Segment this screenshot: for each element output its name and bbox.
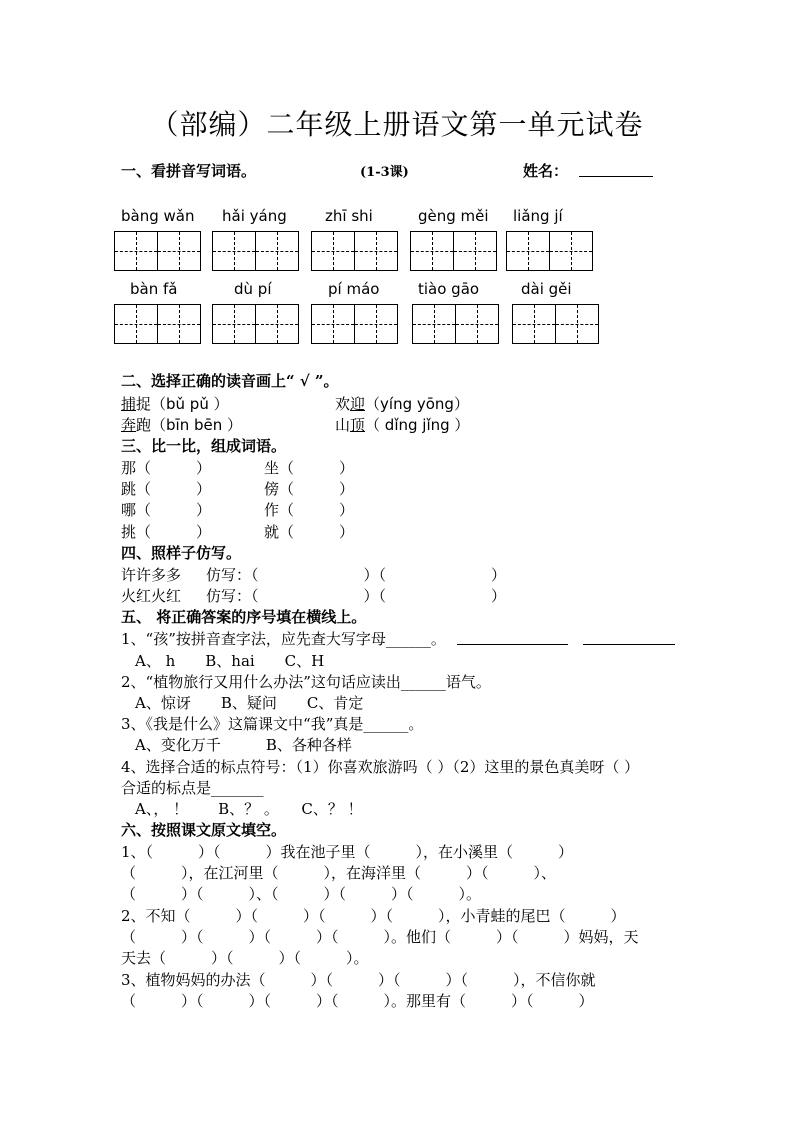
section-4-heading: 四、照样子仿写。 [121,544,242,562]
pinyin-5: liǎng jí [513,207,563,225]
reading-choice-4[interactable]: 山顶（ dǐng jǐng ） [335,416,470,434]
writing-grid[interactable] [412,304,499,344]
writing-grid[interactable] [506,231,593,271]
writing-grid[interactable] [410,231,497,271]
reading-choice-1[interactable]: 捕捉（bǔ pǔ ） [121,395,229,413]
fill-line[interactable]: （ ）（ ）（ ）（ ）。那里有（ ）（ ） [121,992,594,1010]
example-word-1: 许许多多 [121,566,182,584]
word-blank[interactable]: 跳（ ） [121,480,212,498]
writing-grid[interactable] [212,304,299,344]
pinyin-8: pí máo [328,280,380,298]
pinyin-7: dù pí [234,280,272,298]
reading-choice-3[interactable]: 奔跑（bīn bēn ） [121,416,243,434]
question-2: 2、“植物旅行又用什么办法”这句话应读出______语气。 [121,673,491,691]
fill-line[interactable]: 3、植物妈妈的办法（ ）（ ）（ ）（ ），不信你就 [121,971,596,989]
options-3: A、变化万千 B、各种各样 [135,736,352,754]
name-blank[interactable] [579,176,653,177]
imitation-blank-2[interactable]: 仿写：（ ）（ ） [206,587,507,605]
word-blank[interactable]: 挑（ ） [121,523,212,541]
fill-line[interactable]: 2、不知（ ）（ ）（ ）（ ），小青蛙的尾巴（ ） [121,907,626,925]
example-word-2: 火红火红 [121,587,182,605]
answer-line[interactable] [583,644,675,645]
fill-line[interactable]: 1、（ ）（ ）我在池子里（ ），在小溪里（ ） [121,843,574,861]
word-blank[interactable]: 坐（ ） [264,459,355,477]
options-4: A、， ！ B、？ 。 C、？ ！ [135,800,363,818]
writing-grid[interactable] [311,304,398,344]
pinyin-3: zhī shi [325,207,373,225]
fill-line[interactable]: 天去（ ）（ ）（ ）。 [121,949,369,967]
question-4: 4、选择合适的标点符号：（1）你喜欢旅游吗（ ）（2）这里的景色真美呀（ ） [121,758,640,776]
reading-choice-2[interactable]: 欢迎（yíng yōng） [335,395,469,413]
word-blank[interactable]: 傍（ ） [264,480,355,498]
section-2-heading: 二、选择正确的读音画上“ √ ”。 [121,372,339,390]
pinyin-10: dài gěi [521,280,572,298]
writing-grid[interactable] [311,231,398,271]
word-blank[interactable]: 哪（ ） [121,501,212,519]
pinyin-1: bàng wǎn [121,207,195,225]
fill-line[interactable]: （ ）（ ）、（ ）（ ）（ ）。 [121,885,482,903]
options-1: A、 h B、hai C、H [135,652,325,670]
pinyin-4: gèng měi [418,207,489,225]
question-1: 1、“孩”按拼音查字法，应先查大写字母______。 [121,630,446,648]
lesson-range: (1-3课) [360,165,409,180]
pinyin-6: bàn fǎ [130,280,178,298]
options-2: A、惊讶 B、疑问 C、肯定 [135,694,364,712]
imitation-blank-1[interactable]: 仿写：（ ）（ ） [206,566,507,584]
word-blank[interactable]: 那（ ） [121,459,212,477]
question-4-blank: 合适的标点是_______ [121,779,264,797]
writing-grid[interactable] [212,231,299,271]
question-3: 3、《我是什么》这篇课文中“我”真是______。 [121,715,424,733]
writing-grid[interactable] [114,231,201,271]
word-blank[interactable]: 就（ ） [264,523,355,541]
section-1-heading: 一、看拼音写词语。 [121,162,257,180]
answer-line[interactable] [457,644,568,645]
pinyin-9: tiào gāo [418,280,480,298]
fill-line[interactable]: （ ）（ ）（ ）（ ）。他们（ ）（ ）妈妈，天 [121,928,639,946]
pinyin-2: hǎi yáng [222,207,287,225]
word-blank[interactable]: 作（ ） [264,501,355,519]
section-3-heading: 三、比一比，组成词语。 [121,437,287,455]
fill-line[interactable]: （ ），在江河里（ ），在海洋里（ ）（ ）、 [121,864,557,882]
section-5-heading: 五、 将正确答案的序号填在横线上。 [121,608,367,626]
writing-grid[interactable] [114,304,201,344]
page-title: （部编）二年级上册语文第一单元试卷 [150,108,644,141]
section-6-heading: 六、按照课文原文填空。 [121,821,287,839]
name-label: 姓名： [523,162,569,180]
writing-grid[interactable] [512,304,599,344]
